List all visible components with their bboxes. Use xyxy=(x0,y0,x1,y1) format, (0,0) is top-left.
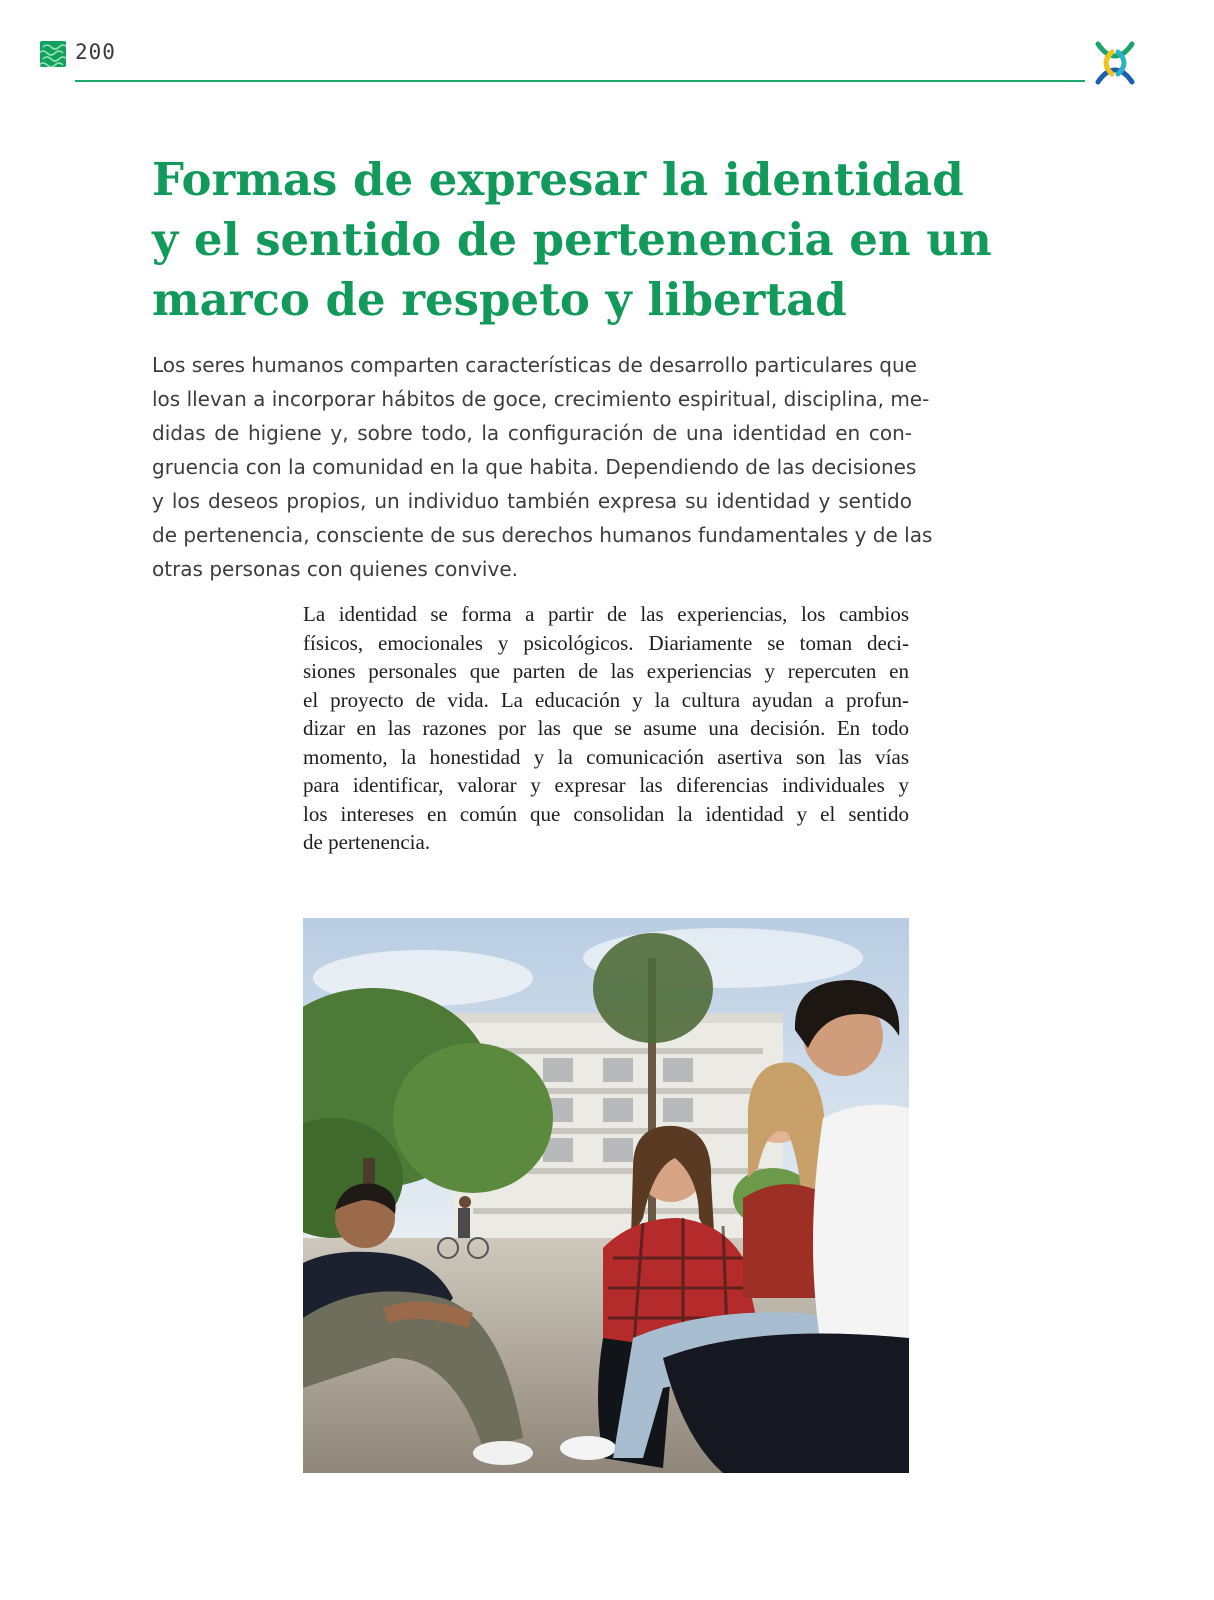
body-line: La identidad se forma a partir de las experiencias, los cambios xyxy=(303,602,909,626)
intro-line: gruencia con la comunidad en la que habita. Dependiendo de las decisiones xyxy=(152,455,917,479)
body-paragraph xyxy=(303,600,909,857)
title-line: y el sentido de pertenencia en un xyxy=(152,213,992,266)
body-line: momento, la honestidad y la comunicación asertiva son las vías xyxy=(303,744,909,769)
intro-line: de pertenencia, consciente de sus derechos humanos fundamentales y de las xyxy=(152,523,933,547)
title-line: Formas de expresar la identidad xyxy=(152,153,964,206)
teenagers-photo xyxy=(303,918,909,1473)
intro-paragraph xyxy=(152,348,933,586)
header-divider xyxy=(75,80,1085,82)
body-line: siones personales que parten de las experiencias y repercuten en xyxy=(303,659,909,683)
green-pattern-icon xyxy=(40,41,66,67)
title-line: marco de respeto y libertad xyxy=(152,273,847,326)
body-line: de pertenencia. xyxy=(303,830,431,854)
intro-line: y los deseos propios, un individuo también expresa su identidad y sentido xyxy=(152,489,912,513)
teenagers-photo-illustration xyxy=(303,918,909,1473)
body-line: dizar en las razones por las que se asume una decisión. En todo xyxy=(303,716,909,740)
intro-line: otras personas con quienes convive. xyxy=(152,557,518,581)
intro-line: los llevan a incorporar hábitos de goce, crecimiento espiritual, disciplina, me- xyxy=(152,387,930,411)
body-line: el proyecto de vida. La educación y la cultura ayudan a profun- xyxy=(303,687,909,712)
interlocking-figures-logo xyxy=(1092,40,1138,86)
body-line: físicos, emocionales y psicológicos. Diariamente se toman deci- xyxy=(303,630,909,655)
intro-line: didas de higiene y, sobre todo, la configuración de una identidad en con- xyxy=(152,421,912,445)
body-line: los intereses en común que consolidan la identidad y el sentido xyxy=(303,801,909,826)
intro-line: Los seres humanos comparten características de desarrollo particulares que xyxy=(152,353,917,377)
body-line: para identificar, valorar y expresar las diferencias individuales y xyxy=(303,773,909,797)
page-number: 200 xyxy=(75,40,116,64)
page-title xyxy=(152,150,992,330)
page-header xyxy=(0,0,1214,90)
